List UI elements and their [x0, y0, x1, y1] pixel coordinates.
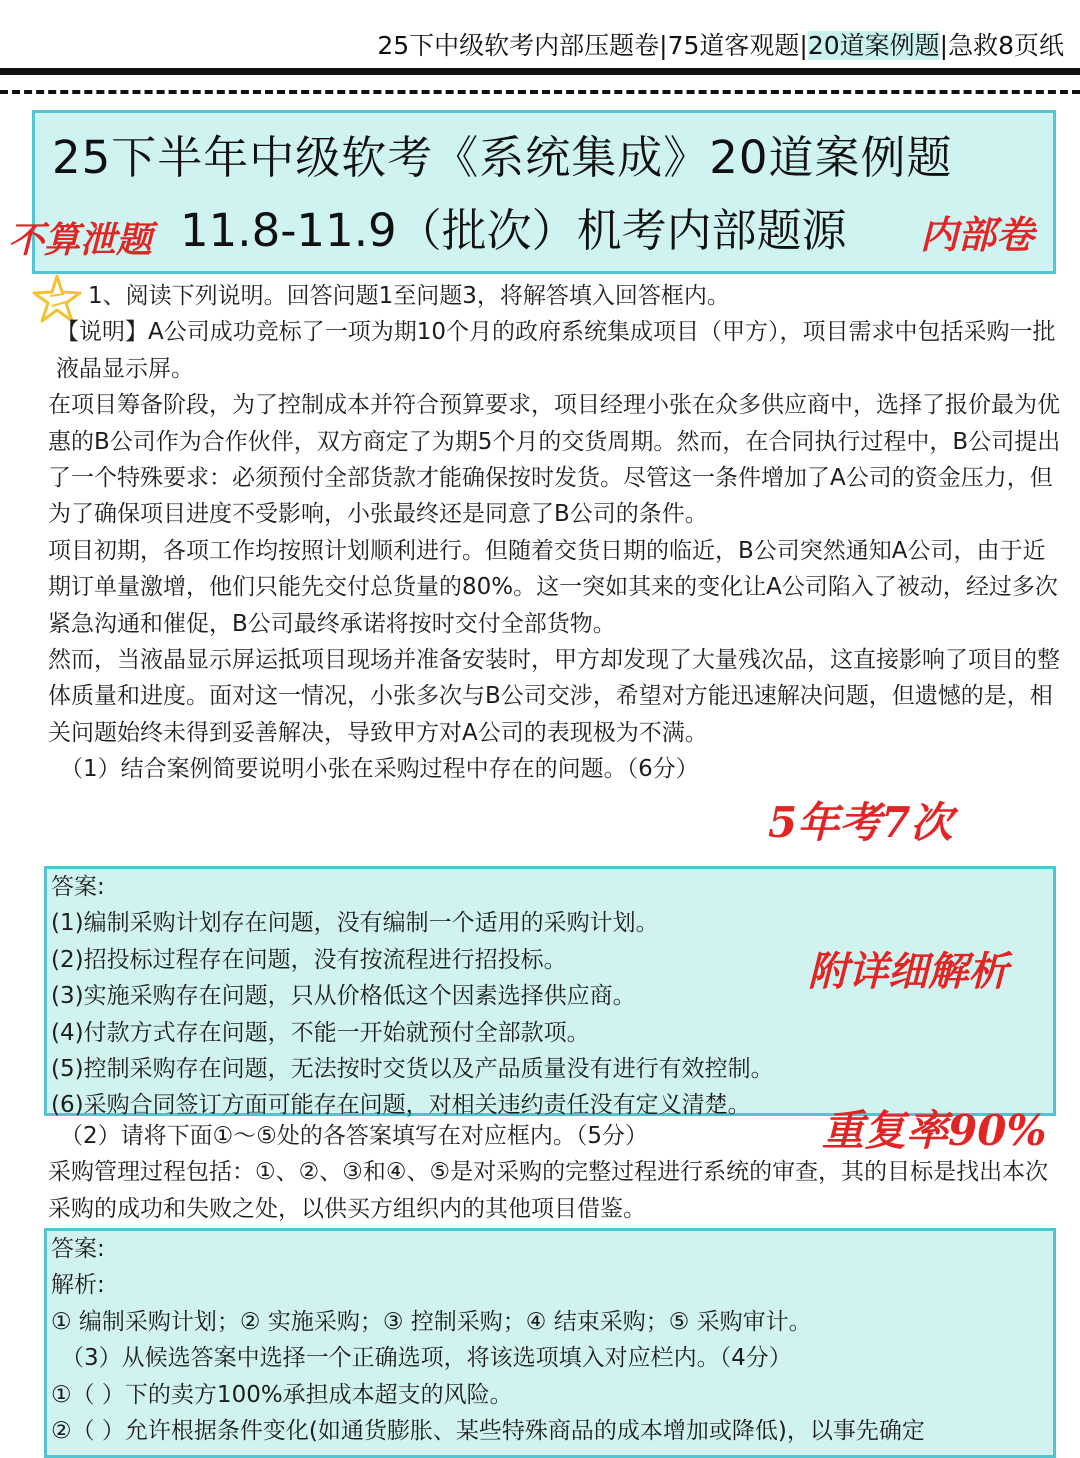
answer-item: (2)招投标过程存在问题，没有按流程进行招投标。	[51, 946, 567, 973]
stamp-five-years: 5年考7次	[768, 798, 953, 847]
header-sep: |	[799, 31, 808, 60]
question-paragraph: 在项目筹备阶段，为了控制成本并符合预算要求，项目经理小张在众多供应商中，选择了报价最为优惠的B公司作为合作伙伴，双方商定了为期5个月的交货周期。然而，在合同执行过程中，B公司提出了一个特殊要求：必须预付全部货款才能确保按时发货。尽管这一条件增加了A公司的资金压力，但为了确保项目进度不受影响，小张最终还是同意了B公司的条件。	[48, 392, 1061, 528]
answer-item: (3)实施采购存在问题，只从价格低这个因素选择供应商。	[51, 983, 636, 1010]
header-part-4: 急救8页纸	[948, 31, 1064, 60]
stamp-repeat-rate: 重复率90%	[822, 1106, 1047, 1155]
question-2-block	[48, 1118, 1063, 1227]
answer-item: (6)采购合同签订方面可能存在问题，对相关违约责任没有定义清楚。	[51, 1092, 751, 1119]
header-part-2: 75道客观题	[667, 31, 800, 60]
header-part-1: 25下中级软考内部压题卷	[377, 31, 660, 60]
header-banner	[377, 28, 1064, 64]
option-2: ②（ ）允许根据条件变化(如通货膨胀、某些特殊商品的成本增加或降低)，以事先确定	[51, 1418, 925, 1445]
answer-label: 答案:	[51, 1236, 105, 1262]
answer-item: (5)控制采购存在问题，无法按时交货以及产品质量没有进行有效控制。	[51, 1056, 774, 1083]
analysis-label: 解析:	[51, 1272, 105, 1299]
stamp-detailed: 附详细解析	[808, 948, 1008, 995]
header-part-3: 20道案例题	[807, 31, 940, 60]
dashed-divider	[0, 90, 1080, 94]
answer-item: (1)编制采购计划存在问题，没有编制一个适用的采购计划。	[51, 910, 659, 937]
stamp-internal: 内部卷	[920, 212, 1035, 257]
question-paragraph: 然而，当液晶显示屏运抵项目现场并准备安装时，甲方却发现了大量残次品，这直接影响了项目的整体质量和进度。面对这一情况，小张多次与B公司交涉，希望对方能迅速解决问题，但遗憾的是，相关问题始终未得到妥善解决，导致甲方对A公司的表现极为不满。	[48, 647, 1060, 746]
question-intro: 1、阅读下列说明。回答问题1至问题3，将解答填入回答框内。	[88, 283, 730, 309]
question-paragraph: 项目初期，各项工作均按照计划顺利进行。但随着交货日期的临近，B公司突然通知A公司，由于近期订单量激增，他们只能先交付总货量的80%。这一突如其来的变化让A公司陷入了被动，经过多次紧急沟通和催促，B公司最终承诺将按时交付全部货物。	[48, 537, 1058, 637]
analysis-text: ① 编制采购计划；② 实施采购；③ 控制采购；④ 结束采购；⑤ 采购审计。	[51, 1308, 812, 1335]
question-body	[48, 278, 1063, 788]
question-2: （2）请将下面①～⑤处的各答案填写在对应框内。（5分）	[60, 1123, 649, 1149]
header-sep: |	[939, 31, 949, 60]
answer-label: 答案:	[51, 874, 105, 900]
stamp-not-leak: 不算泄题	[8, 219, 153, 261]
page-subtitle: 11.8-11.9（批次）机考内部题源	[180, 204, 847, 257]
question-3: （3）从候选答案中选择一个正确选项，将该选项填入对应栏内。（4分）	[61, 1345, 792, 1372]
answer-item: (4)付款方式存在问题，不能一开始就预付全部款项。	[51, 1019, 590, 1046]
option-1: ①（ ）下的卖方100%承担成本超支的风险。	[51, 1381, 513, 1408]
question-paragraph: 【说明】A公司成功竞标了一项为期10个月的政府系统集成项目（甲方），项目需求中包括采购一批液晶显示屏。	[56, 319, 1056, 382]
question-2-text: 采购管理过程包括：①、②、③和④、⑤是对采购的完整过程进行系统的审查，其的目标是找出本次采购的成功和失败之处，以供买方组织内的其他项目借鉴。	[48, 1159, 1049, 1222]
question-1: （1）结合案例简要说明小张在采购过程中存在的问题。（6分）	[60, 756, 699, 783]
page-title: 25下半年中级软考《系统集成》20道案例题	[52, 131, 953, 184]
answer-box-2	[44, 1228, 1056, 1458]
header-rule	[0, 68, 1080, 75]
header-sep: |	[659, 31, 668, 60]
